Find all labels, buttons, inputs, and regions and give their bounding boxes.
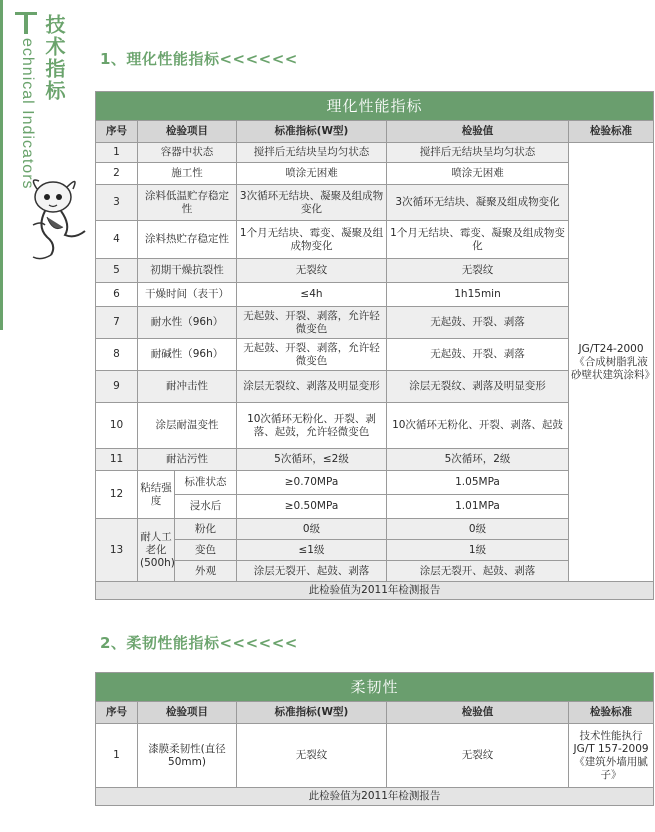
row-item: 施工性: [138, 163, 237, 185]
sidebar-title-cn: 技术指标: [42, 14, 66, 102]
row-number: 3: [96, 185, 138, 221]
row-number: 7: [96, 307, 138, 339]
row-subitem: 粉化: [175, 519, 237, 540]
row-value: 1.05MPa: [387, 471, 569, 495]
row-value: 无裂纹: [387, 724, 569, 788]
sidebar-t-logo: [15, 12, 37, 34]
column-header: 序号: [96, 121, 138, 143]
physical-chemical-table: [95, 91, 654, 600]
column-header: 检验项目: [138, 702, 237, 724]
section-title-1: 1、理化性能指标<<<<<<: [100, 50, 298, 68]
row-number: 6: [96, 283, 138, 307]
column-header: 检验值: [387, 702, 569, 724]
row-item: 容器中状态: [138, 143, 237, 163]
row-number: 2: [96, 163, 138, 185]
cartoon-mascot-icon: [23, 175, 93, 265]
row-number: 1: [96, 143, 138, 163]
row-spec: 搅拌后无结块呈均匀状态: [237, 143, 387, 163]
row-number: 10: [96, 403, 138, 449]
row-item: 初期干燥抗裂性: [138, 259, 237, 283]
row-number: 9: [96, 371, 138, 403]
row-spec: 1个月无结块、霉变、凝聚及组成物变化: [237, 221, 387, 259]
row-spec: ≤4h: [237, 283, 387, 307]
row-number: 8: [96, 339, 138, 371]
sidebar-title-en: echnical Indicators: [19, 38, 36, 190]
row-subitem: 变色: [175, 540, 237, 561]
row-number: 4: [96, 221, 138, 259]
table-footnote-row: [96, 788, 654, 806]
row-group: 耐人工老化(500h): [138, 519, 175, 582]
row-number: 1: [96, 724, 138, 788]
row-value: 喷涂无困难: [387, 163, 569, 185]
sidebar: [0, 0, 73, 330]
row-item: 漆膜柔韧性(直径50mm): [138, 724, 237, 788]
row-spec: 涂层无裂纹、剥落及明显变形: [237, 371, 387, 403]
table-row: [96, 724, 654, 788]
flexibility-table: [95, 672, 654, 806]
section-title-2: 2、柔韧性能指标<<<<<<: [100, 634, 298, 652]
row-spec: 0级: [237, 519, 387, 540]
row-value: 无裂纹: [387, 259, 569, 283]
row-value: 1.01MPa: [387, 495, 569, 519]
row-spec: 涂层无裂开、起鼓、剥落: [237, 561, 387, 582]
table-header-row: [96, 702, 654, 724]
table-title: 理化性能指标: [96, 92, 654, 121]
row-subitem: 外观: [175, 561, 237, 582]
column-header: 标准指标(W型): [237, 702, 387, 724]
table-title: 柔韧性: [96, 673, 654, 702]
row-value: 涂层无裂开、起鼓、剥落: [387, 561, 569, 582]
column-header: 检验标准: [569, 121, 654, 143]
row-spec: 无起鼓、开裂、剥落，允许轻微变色: [237, 307, 387, 339]
row-standard: 技术性能执行JG/T 157-2009《建筑外墙用腻子》: [569, 724, 654, 788]
row-value: 10次循环无粉化、开裂、剥落、起鼓: [387, 403, 569, 449]
row-value: 无起鼓、开裂、剥落: [387, 307, 569, 339]
row-item: 耐冲击性: [138, 371, 237, 403]
row-spec: 无裂纹: [237, 259, 387, 283]
row-item: 耐碱性（96h）: [138, 339, 237, 371]
row-item: 干燥时间（表干）: [138, 283, 237, 307]
column-header: 标准指标(W型): [237, 121, 387, 143]
table-banner-row: [96, 673, 654, 702]
row-spec: ≤1级: [237, 540, 387, 561]
row-spec: ≥0.50MPa: [237, 495, 387, 519]
row-spec: 无裂纹: [237, 724, 387, 788]
row-group: 粘结强度: [138, 471, 175, 519]
row-spec: ≥0.70MPa: [237, 471, 387, 495]
row-spec: 10次循环无粉化、开裂、剥落、起鼓，允许轻微变色: [237, 403, 387, 449]
row-spec: 5次循环，≤2级: [237, 449, 387, 471]
row-value: 1级: [387, 540, 569, 561]
row-number: 5: [96, 259, 138, 283]
table-footnote: 此检验值为2011年检测报告: [96, 582, 654, 600]
column-header: 序号: [96, 702, 138, 724]
table-footnote: 此检验值为2011年检测报告: [96, 788, 654, 806]
column-header: 检验标准: [569, 702, 654, 724]
row-value: 1个月无结块、霉变、凝聚及组成物变化: [387, 221, 569, 259]
row-number: 12: [96, 471, 138, 519]
row-value: 无起鼓、开裂、剥落: [387, 339, 569, 371]
row-number: 13: [96, 519, 138, 582]
row-value: 涂层无裂纹、剥落及明显变形: [387, 371, 569, 403]
column-header: 检验项目: [138, 121, 237, 143]
row-value: 0级: [387, 519, 569, 540]
row-item: 涂料低温贮存稳定性: [138, 185, 237, 221]
row-item: 耐沾污性: [138, 449, 237, 471]
table-footnote-row: [96, 582, 654, 600]
row-item: 耐水性（96h）: [138, 307, 237, 339]
row-subitem: 标准状态: [175, 471, 237, 495]
row-standard: JG/T24-2000《合成树脂乳液砂壁状建筑涂料》: [569, 143, 654, 582]
row-item: 涂层耐温变性: [138, 403, 237, 449]
table-banner-row: [96, 92, 654, 121]
row-spec: 3次循环无结块、凝聚及组成物变化: [237, 185, 387, 221]
row-item: 涂料热贮存稳定性: [138, 221, 237, 259]
row-number: 11: [96, 449, 138, 471]
column-header: 检验值: [387, 121, 569, 143]
row-value: 3次循环无结块、凝聚及组成物变化: [387, 185, 569, 221]
table-header-row: [96, 121, 654, 143]
row-spec: 喷涂无困难: [237, 163, 387, 185]
table-row: [96, 143, 654, 163]
row-value: 5次循环，2级: [387, 449, 569, 471]
row-value: 搅拌后无结块呈均匀状态: [387, 143, 569, 163]
row-subitem: 浸水后: [175, 495, 237, 519]
row-value: 1h15min: [387, 283, 569, 307]
row-spec: 无起鼓、开裂、剥落，允许轻微变色: [237, 339, 387, 371]
